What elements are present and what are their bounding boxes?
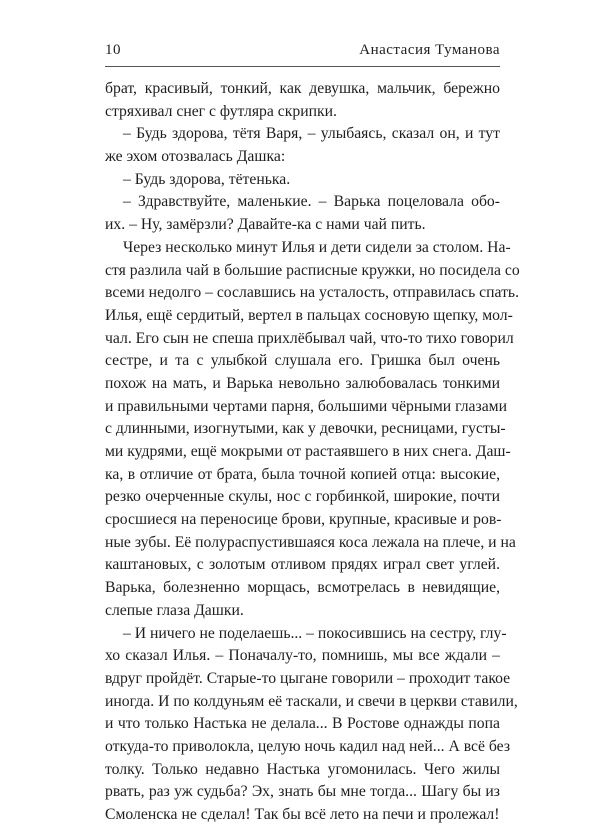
text-line: толку. Только недавно Настька угомонилась. Чего жилы	[105, 760, 500, 778]
text-line: сросшиеся на переносице брови, крупные, красивые и ров-	[105, 511, 502, 529]
text-line: Смоленска не сделал! Так бы всё лето на печи и пролежал!	[105, 806, 500, 823]
text-line: и что только Настька не делала... В Ростове однажды попа	[105, 715, 500, 733]
header-rule	[105, 66, 500, 67]
text-line: ми кудрями, ещё мокрыми от растаявшего в них снега. Даш-	[105, 443, 511, 460]
text-line: похож на мать, и Варька невольно залюбовалась тонкими	[105, 374, 500, 392]
text-line: – Будь здорова, тётенька.	[123, 170, 291, 188]
text-line: Варька, болезненно морщась, всмотрелась в невидящие,	[105, 579, 500, 597]
text-line: резко очерченные скулы, нос с горбинкой, широкие, почти	[105, 488, 500, 506]
text-line: с длинными, изогнутыми, как у девочки, ресницами, густы-	[105, 420, 506, 438]
text-line: ка, в отличие от брата, была точной копией отца: высокие,	[105, 465, 500, 483]
running-title: Анастасия Туманова	[359, 42, 500, 58]
text-line: чал. Его сын не спеша прихлёбывал чай, что-то тихо говорил	[105, 329, 514, 347]
running-head	[105, 42, 500, 64]
text-line: откуда-то приволокла, целую ночь кадил над ней... А всё без	[105, 737, 511, 755]
text-line: Илья, ещё сердитый, вертел в пальцах сосновую щепку, мол-	[105, 306, 513, 324]
text-line: стя разлила чай в большие расписные кружки, но посидела со	[105, 261, 520, 279]
page-number: 10	[105, 42, 121, 58]
text-line: иногда. И по колдуньям её таскали, и свечи в церкви ставили,	[105, 692, 518, 710]
text-line: брат, красивый, тонкий, как девушка, мальчик, бережно	[105, 80, 500, 97]
text-line: же эхом отозвалась Дашка:	[105, 148, 286, 166]
body-text	[105, 78, 520, 827]
text-line: стряхивал снег с футляра скрипки.	[105, 102, 337, 120]
text-line: и правильными чертами парня, большими чёрными глазами	[105, 397, 507, 415]
text-line: их. – Ну, замёрзли? Давайте-ка с нами чай пить.	[105, 216, 426, 234]
text-line: Через несколько минут Илья и дети сидели за столом. На-	[123, 238, 511, 256]
text-line: рвать, раз уж судьба? Эх, знать бы мне тогда... Шагу бы из	[105, 783, 500, 801]
text-line: каштановых, с золотым отливом прядях играл свет углей.	[105, 556, 500, 574]
text-line: вдруг пройдёт. Старые-то цыгане говорили – проходит такое	[105, 669, 511, 687]
text-line: хо сказал Илья. – Поначалу-то, помнишь, мы все ждали –	[105, 647, 500, 665]
text-line: – Будь здорова, тётя Варя, – улыбаясь, сказал он, и тут	[123, 125, 500, 143]
text-line: ные зубы. Её полураспустившаяся коса лежала на плече, и на	[105, 533, 516, 551]
text-line: – Здравствуйте, маленькие. – Варька поцеловала обо-	[123, 193, 500, 211]
text-line: всеми недолго – сославшись на усталость, отправилась спать.	[105, 284, 520, 302]
text-line: – И ничего не поделаешь... – покосившись на сестру, глу-	[123, 624, 507, 642]
text-line: слепые глаза Дашки.	[105, 601, 244, 619]
text-line: сестре, и та с улыбкой слушала его. Гришка был очень	[105, 352, 500, 370]
